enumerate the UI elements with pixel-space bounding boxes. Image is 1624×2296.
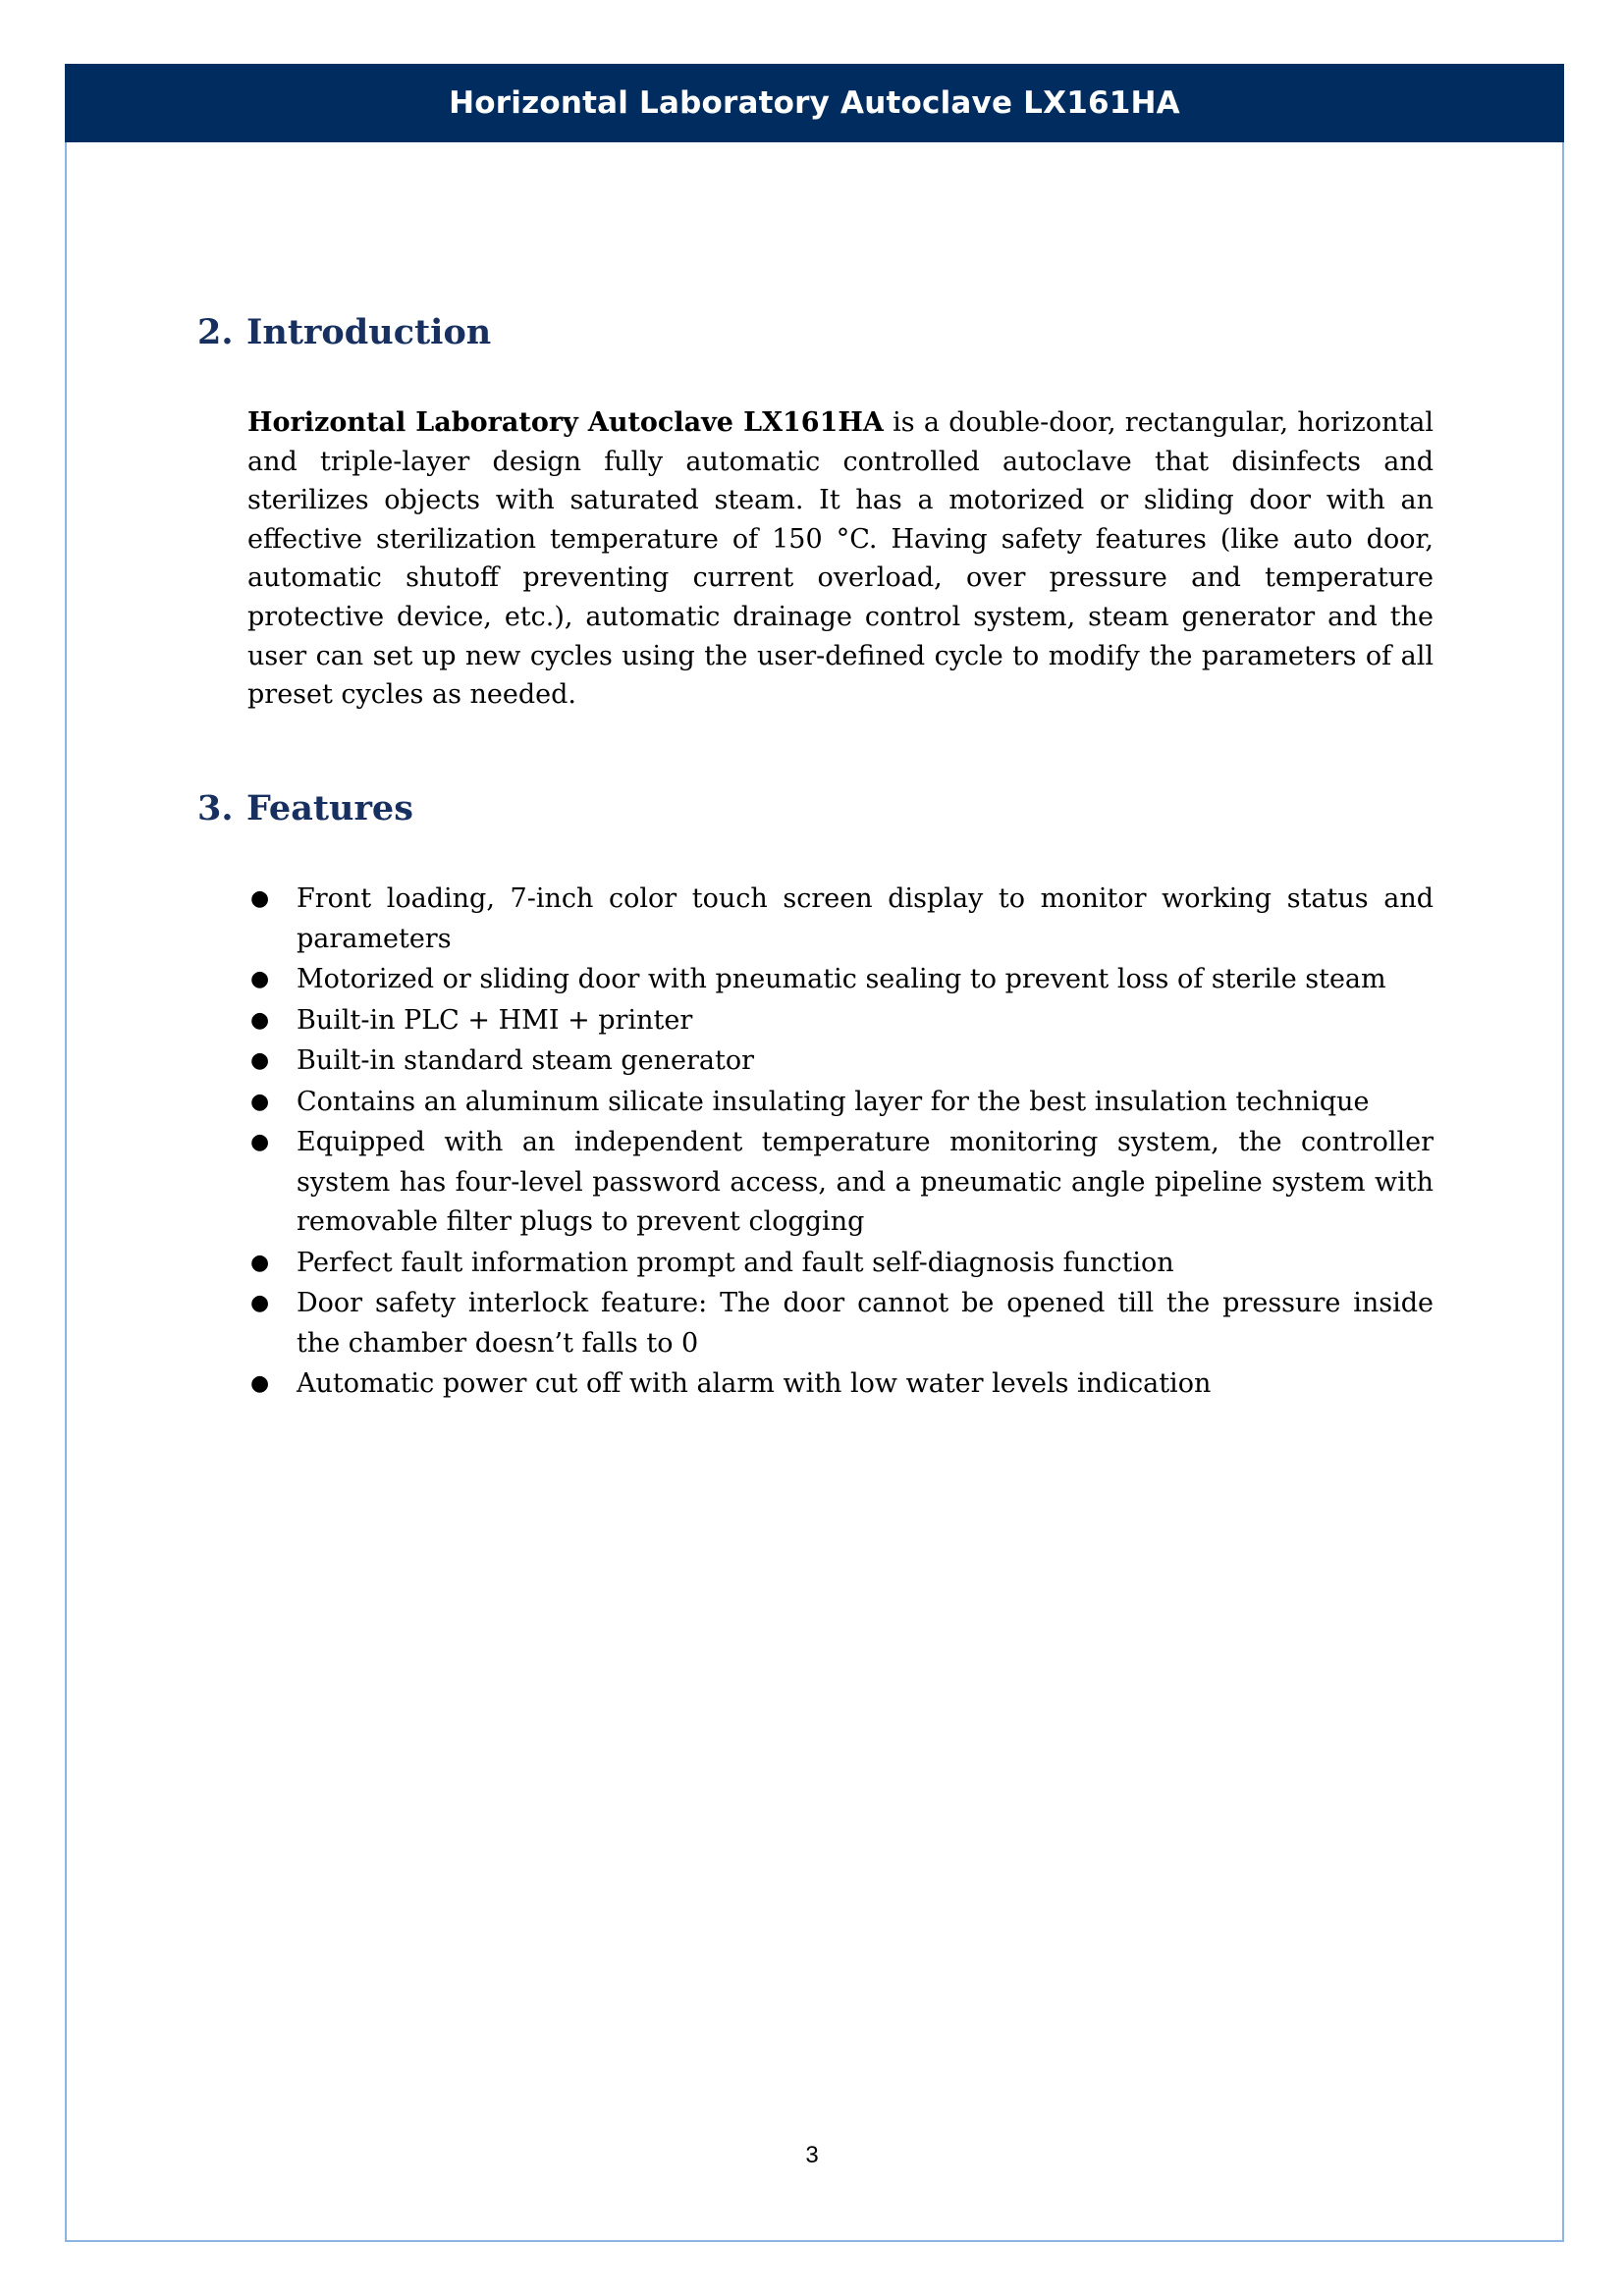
introduction-body: is a double-door, rectangular, horizontal and triple-layer design fully automatic controlled autoclave that disinfects and sterilizes objects with saturated steam. It has a motorized or sliding door with an effective sterilization temperature of 150 °C. Having safety features (like auto door, automatic shutoff preventing current overload, over pressure and temperature protective device, etc.), automatic drainage control system, steam generator and the user can set up new cycles using the user-defined cycle to modify the parameters of all preset cycles as needed. [247,407,1434,711]
page-number: 3 [805,2142,819,2168]
list-item-text: Motorized or sliding door with pneumatic sealing to prevent loss of sterile steam [297,964,1386,994]
list-item [247,1364,1434,1405]
list-item-text: Equipped with an independent temperature monitoring system, the controller system has four-level password access, and a pneumatic angle pipeline system with removable filter plugs to prevent clogging [297,1127,1434,1237]
list-item-text: Built-in PLC + HMI + printer [297,1004,693,1036]
bullet-icon: ● [250,967,270,991]
feature-list [247,880,1434,1406]
header-title: Horizontal Laboratory Autoclave LX161HA [449,85,1180,121]
list-item [247,1001,1434,1041]
list-item [247,1123,1434,1243]
introduction-paragraph [247,403,1434,715]
list-item-text: Door safety interlock feature: The door cannot be opened till the pressure inside the chamber doesn’t falls to 0 [297,1288,1434,1359]
list-item-text: Built-in standard steam generator [297,1045,755,1076]
list-item [247,880,1434,959]
list-item [247,1041,1434,1082]
bullet-icon: ● [250,1089,270,1114]
list-item [247,1284,1434,1363]
bullet-icon: ● [250,1007,270,1033]
list-item-text: Automatic power cut off with alarm with low water levels indication [297,1368,1212,1399]
list-item-text: Front loading, 7-inch color touch screen display to monitor working status and parameters [297,883,1434,954]
list-item-text: Contains an aluminum silicate insulating layer for the best insulation technique [297,1086,1370,1117]
bullet-icon: ● [250,886,270,911]
list-item [247,1244,1434,1284]
list-item-text: Perfect fault information prompt and fault self-diagnosis function [297,1247,1174,1278]
product-name-bold: Horizontal Laboratory Autoclave LX161HA [247,407,884,438]
section-number: 3. [197,788,234,828]
list-item [247,960,1434,1000]
section-title: Features [246,788,413,828]
section-number: 2. [197,312,234,352]
section-title: Introduction [246,312,492,352]
bullet-icon: ● [250,1291,270,1315]
section-heading-features [197,788,413,828]
bullet-icon: ● [250,1130,270,1154]
section-heading-introduction [197,312,491,352]
bullet-icon: ● [250,1371,270,1396]
list-item [247,1083,1434,1123]
document-header [65,64,1564,142]
bullet-icon: ● [250,1048,270,1073]
bullet-icon: ● [250,1250,270,1275]
